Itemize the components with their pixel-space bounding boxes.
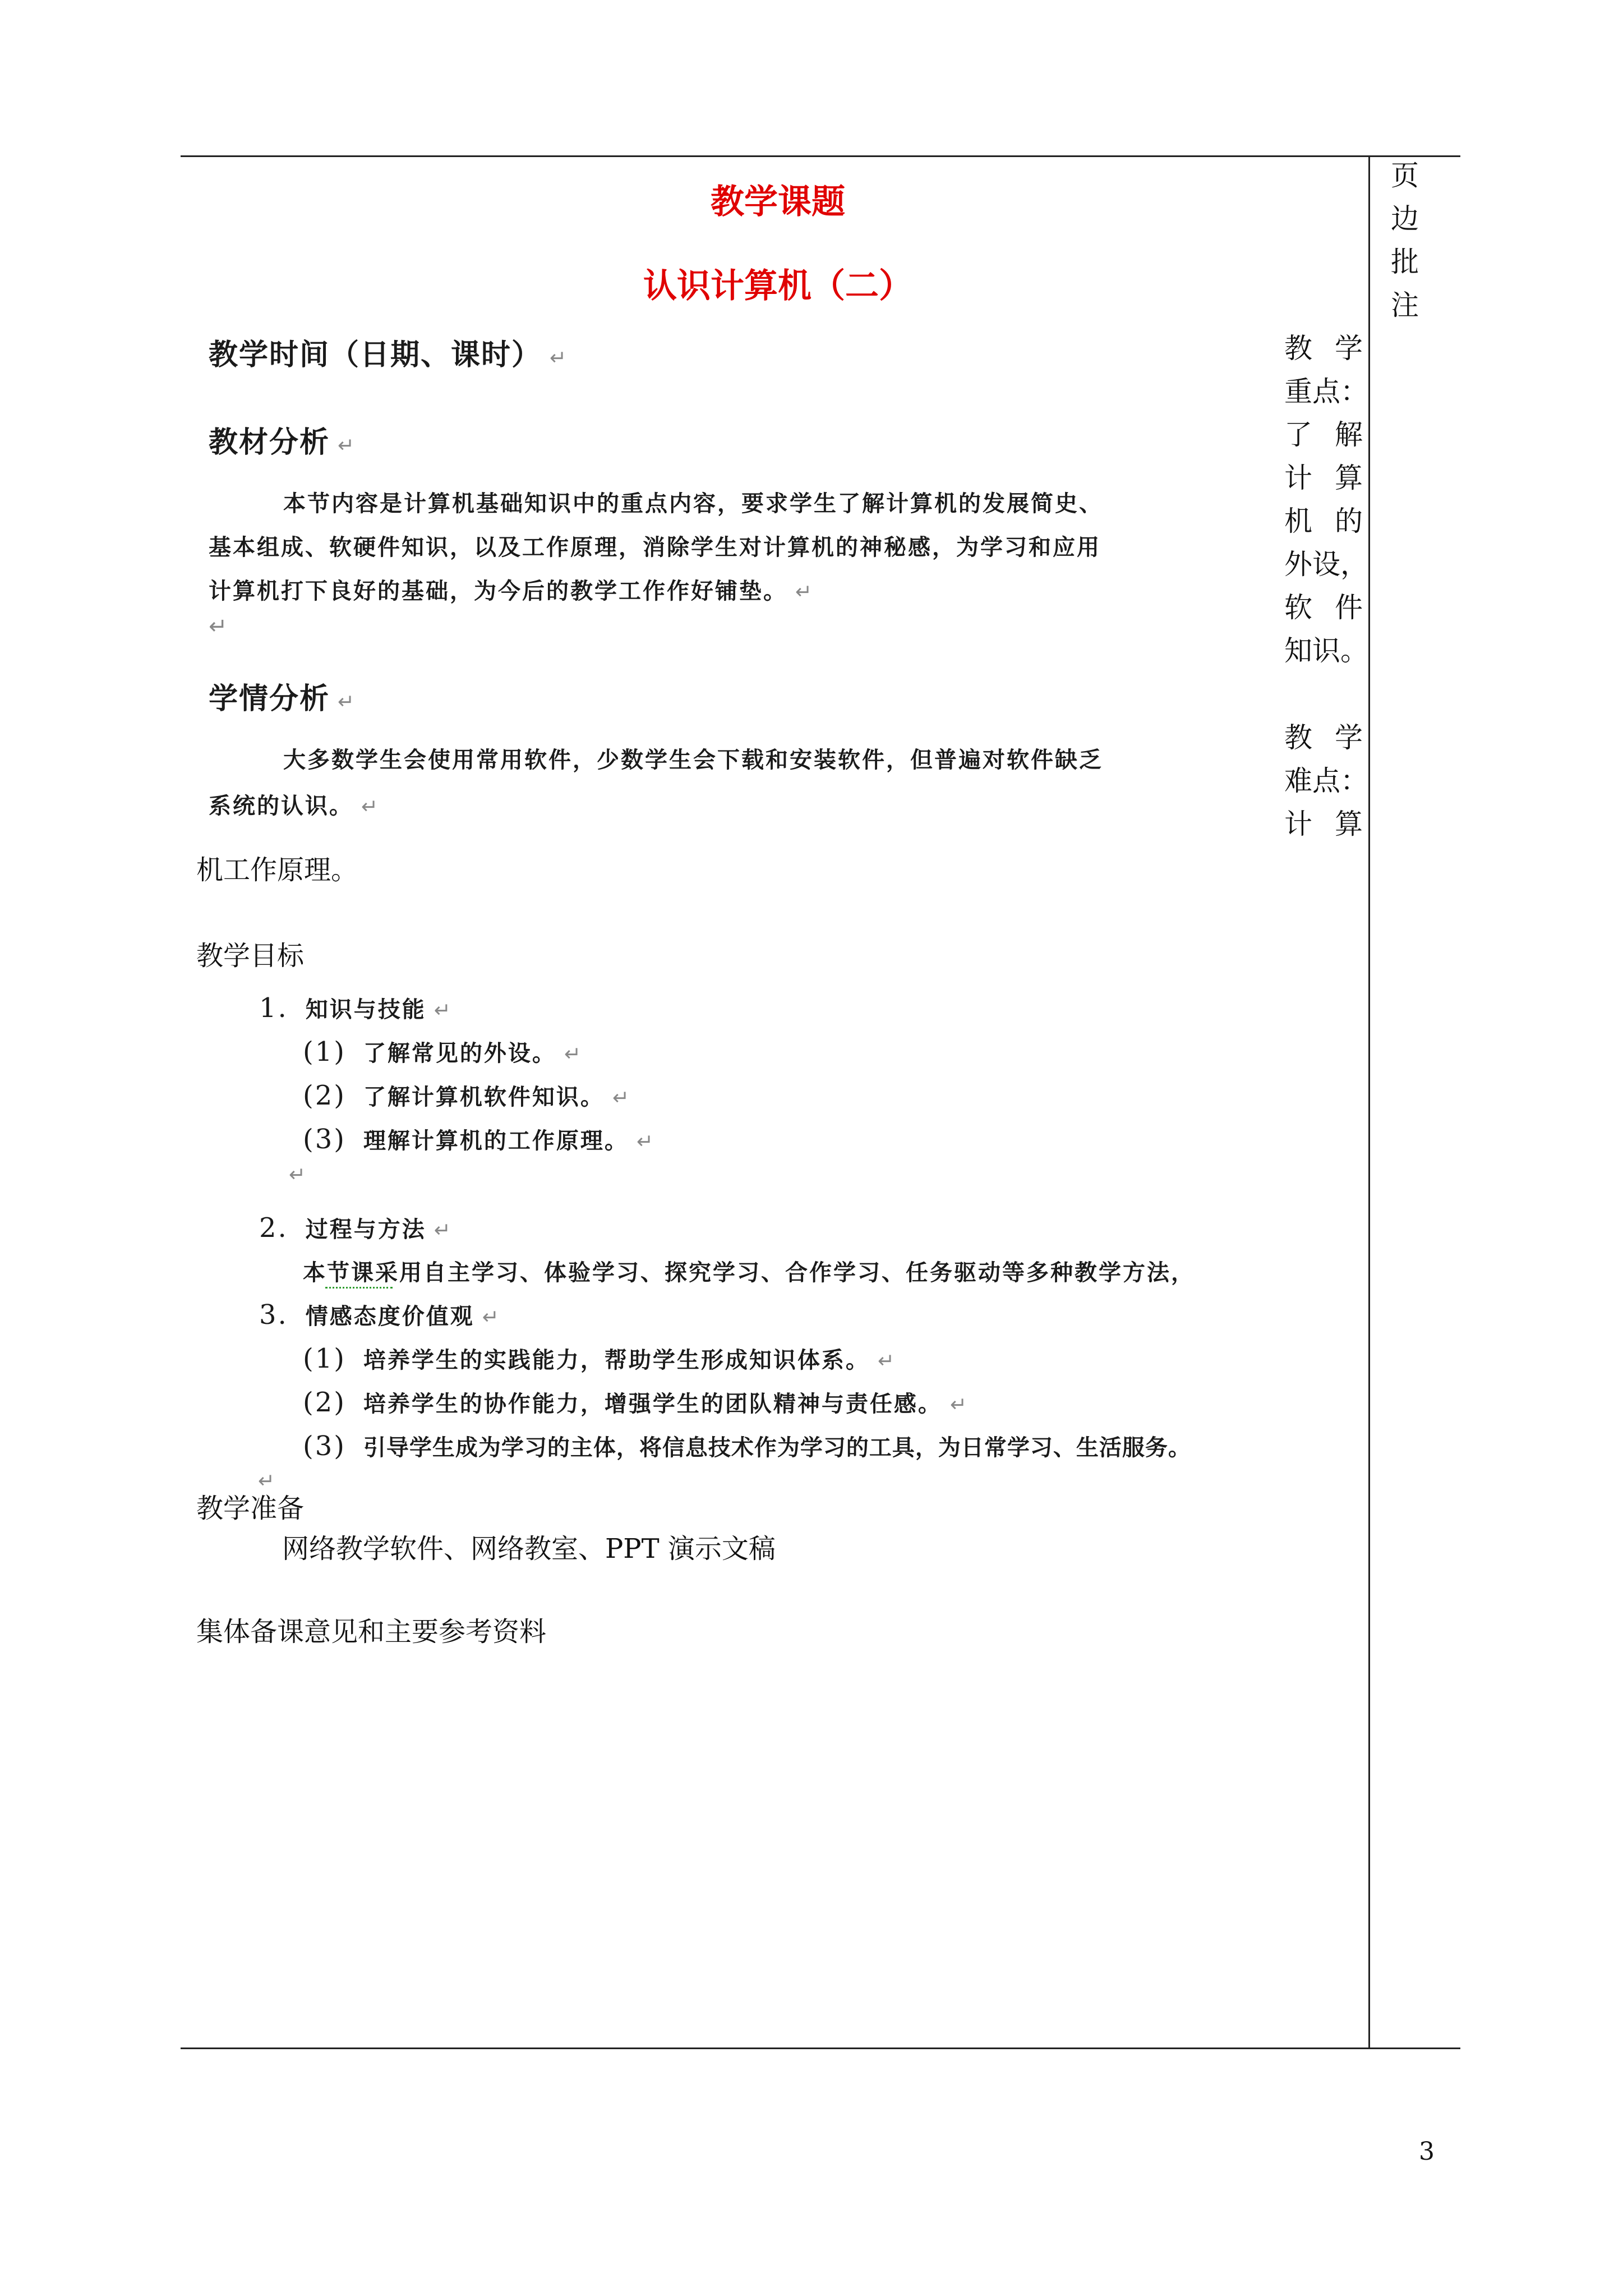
student-heading: 学情分析 ↵ [209,682,356,716]
difficulty-tail: 机工作原理。 [196,854,358,886]
objective-3a: (1) 培养学生的实践能力，帮助学生形成知识体系。 ↵ [303,1343,897,1374]
page-number: 3 [1419,2137,1435,2166]
objective-3c: (3) 引导学生成为学习的主体，将信息技术作为学习的工具，为日常学习、生活服务。 [303,1430,1191,1462]
side-line: 软 件 [1284,591,1363,624]
bottom-rule [181,2047,1460,2049]
side-line: 教 学 [1284,721,1363,754]
margin-char: 页 [1391,159,1419,192]
side-line: 知识。 [1284,634,1368,667]
material-heading: 教材分析 ↵ [209,426,356,459]
side-line: 计 算 [1284,462,1363,494]
objective-3b: (2) 培养学生的协作能力，增强学生的团队精神与责任感。 ↵ [303,1387,969,1418]
side-line: 计 算 [1284,808,1363,840]
paragraph-mark: ↵ [209,614,229,639]
margin-notes-label [1391,154,1424,327]
student-line: 系统的认识。 ↵ [209,793,380,819]
reference-heading: 集体备课意见和主要参考资料 [196,1616,547,1648]
lesson-subtitle: 认识计算机（二） [643,266,912,306]
margin-char: 注 [1391,289,1419,321]
top-rule [181,155,1460,157]
margin-divider [1368,155,1370,2049]
objective-1: 1. 知识与技能 ↵ [259,992,453,1024]
margin-char: 边 [1391,203,1419,235]
side-line: 难点： [1284,765,1368,797]
spellcheck-underline [325,1283,393,1289]
prep-heading: 教学准备 [196,1493,305,1524]
side-line: 重点： [1284,375,1368,408]
side-line: 外设， [1284,548,1368,581]
objective-1c: (3) 理解计算机的工作原理。 ↵ [303,1124,656,1155]
objectives-heading: 教学目标 [196,940,305,972]
material-line: 计算机打下良好的基础，为今后的教学工作作好铺垫。 ↵ [209,578,814,604]
time-heading: 教学时间（日期、课时） ↵ [209,338,568,372]
side-line: 机 的 [1284,505,1363,537]
prep-text: 网络教学软件、网络教室、PPT 演示文稿 [282,1533,776,1565]
paragraph-mark: ↵ [289,1163,308,1186]
objective-2: 2. 过程与方法 ↵ [259,1212,453,1244]
material-line: 本节内容是计算机基础知识中的重点内容，要求学生了解计算机的发展简史、 [283,491,1103,517]
objective-1a: (1) 了解常见的外设。 ↵ [303,1036,583,1068]
side-line: 教 学 [1284,332,1363,365]
objective-2-text: 本节课采用自主学习、体验学习、探究学习、合作学习、任务驱动等多种教学方法， [303,1260,1195,1286]
lesson-title-label: 教学课题 [711,182,845,222]
side-line: 了 解 [1284,418,1363,451]
student-line: 大多数学生会使用常用软件，少数学生会下载和安装软件，但普遍对软件缺乏 [283,747,1103,773]
objective-3: 3. 情感态度价值观 ↵ [259,1299,501,1331]
paragraph-mark: ↵ [258,1470,277,1493]
margin-char: 批 [1391,246,1419,278]
difficulty-note [1284,716,1368,846]
key-points-note [1284,327,1368,673]
objective-1b: (2) 了解计算机软件知识。 ↵ [303,1080,631,1111]
material-line: 基本组成、软硬件知识，以及工作原理，消除学生对计算机的神秘感，为学习和应用 [209,535,1101,560]
